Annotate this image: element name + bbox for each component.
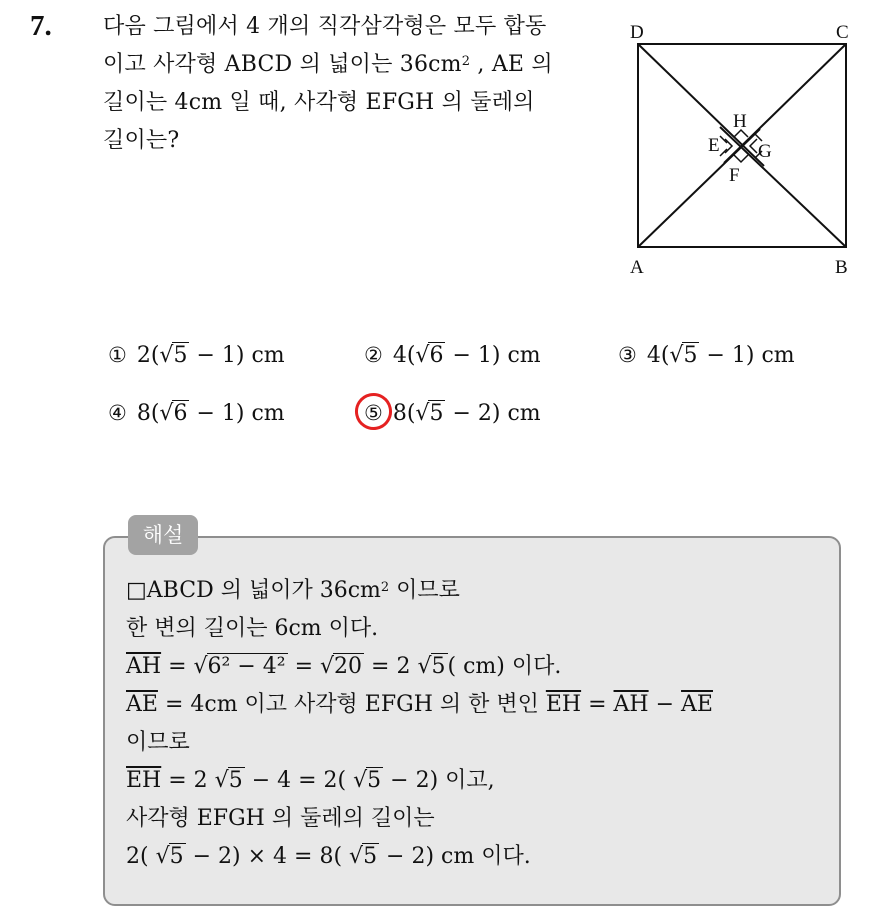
solution-line-3: [126, 648, 836, 686]
choice-text: 4(: [392, 343, 416, 368]
solution-line-1: [126, 572, 836, 610]
question-line-2: [103, 46, 603, 84]
question-line-1: 다음 그림에서 4 개의 직각삼각형은 모두 합동: [103, 14, 547, 39]
radicand: 5: [169, 844, 184, 869]
choice-text: 2(: [136, 343, 160, 368]
radicand: 5: [367, 768, 382, 793]
solution-line-5: 이므로: [126, 730, 190, 755]
question-number: 7.: [30, 10, 52, 42]
choice-row-2: [108, 401, 848, 459]
solution-text-part: −: [648, 692, 682, 717]
label-a: A: [630, 257, 644, 278]
choice-text: − 1) cm: [699, 343, 795, 368]
sqrt-symbol: √5: [417, 654, 446, 679]
question-text: [103, 8, 603, 160]
label-b: B: [835, 257, 848, 278]
choice-1[interactable]: [108, 343, 285, 368]
solution-text-part: □ABCD 의 넓이가 36cm: [126, 578, 381, 603]
choice-row-1: [108, 343, 848, 401]
radicand: 5: [363, 844, 378, 869]
solution-text-part: ( cm) 이다.: [447, 654, 562, 679]
sqrt-symbol: √5: [349, 844, 378, 869]
sqrt-symbol: √5: [214, 768, 243, 793]
segment-ah: $\overline{AH}$: [613, 692, 649, 717]
radicand: 5: [683, 343, 698, 368]
radicand: 6² − 4²: [207, 654, 286, 679]
sqrt-symbol: √5: [669, 343, 698, 368]
solution-text-part: = 4cm 이고 사각형 EFGH 의 한 변인: [157, 692, 546, 717]
segment-ah: $\overline{AH}$: [126, 654, 162, 679]
choice-number-selected: [364, 401, 383, 425]
superscript: 2: [461, 54, 471, 69]
solution-text-part: = 2: [161, 768, 215, 793]
radicand: 5: [431, 654, 446, 679]
label-e: E: [708, 135, 720, 156]
solution-text-part: − 2) 이고,: [383, 768, 495, 793]
question-line-2c: 의: [531, 52, 553, 77]
solution-text-part: 이므로: [389, 578, 460, 603]
solution-line-2: 한 변의 길이는 6cm 이다.: [126, 616, 379, 641]
choice-5[interactable]: [364, 401, 541, 426]
sqrt-symbol: √20: [320, 654, 363, 679]
segment-d: [638, 44, 764, 166]
sqrt-symbol: √5: [415, 401, 444, 426]
solution-line-8: [126, 838, 836, 876]
radicand: 6: [429, 343, 444, 368]
segment-ae: $\overline{AE}$: [681, 692, 713, 717]
choice-text: − 1) cm: [189, 401, 285, 426]
choice-4[interactable]: [108, 401, 285, 426]
segment-eh: $\overline{EH}$: [545, 692, 582, 717]
segment-eh: $\overline{EH}$: [126, 768, 162, 793]
choice-2[interactable]: [364, 343, 541, 368]
solution-text-part: =: [287, 654, 321, 679]
sqrt-symbol: √5: [155, 844, 184, 869]
choice-text: − 1) cm: [445, 343, 541, 368]
choice-number: ④: [108, 401, 127, 425]
label-g: G: [758, 141, 772, 162]
sqrt-symbol: √5: [353, 768, 382, 793]
radicand: 5: [228, 768, 243, 793]
label-h: H: [733, 111, 747, 132]
solution-text-part: = 2: [364, 654, 418, 679]
solution-tab: 해설: [128, 515, 198, 555]
choice-number: ⑤: [364, 401, 383, 425]
segment-ae: $\overline{AE}$: [126, 692, 158, 717]
choice-text: 4(: [646, 343, 670, 368]
solution-text-part: 2(: [126, 844, 156, 869]
solution-line-6: [126, 762, 836, 800]
solution-text-part: − 2) cm 이다.: [379, 844, 531, 869]
radicand: 5: [173, 343, 188, 368]
question-line-2a: 이고 사각형 ABCD 의 넓이는 36cm: [103, 52, 462, 77]
radicand: 6: [173, 401, 188, 426]
choice-3[interactable]: [618, 343, 795, 368]
solution-text: [126, 572, 836, 876]
question-line-3: 길이는 4cm 일 때, 사각형 EFGH 의 둘레의: [103, 90, 535, 115]
choice-text: − 1) cm: [189, 343, 285, 368]
question-line-2b: , AE: [470, 52, 532, 77]
label-d: D: [630, 22, 644, 43]
answer-choices: [108, 343, 848, 459]
solution-text-part: =: [581, 692, 614, 717]
choice-text: 8(: [392, 401, 416, 426]
choice-number: ①: [108, 343, 127, 367]
choice-text: − 2) cm: [445, 401, 541, 426]
label-f: F: [729, 165, 740, 186]
radicand: 5: [429, 401, 444, 426]
superscript: 2: [380, 580, 390, 595]
segment-b: [720, 127, 846, 247]
solution-text-part: =: [161, 654, 194, 679]
choice-text: 8(: [136, 401, 160, 426]
sqrt-symbol: √6: [159, 401, 188, 426]
solution-text-part: − 4 = 2(: [244, 768, 354, 793]
solution-line-7: 사각형 EFGH 의 둘레의 길이는: [126, 806, 435, 831]
choice-number: ③: [618, 343, 637, 367]
choice-number: ②: [364, 343, 383, 367]
solution-text-part: − 2) × 4 = 8(: [185, 844, 350, 869]
radicand: 20: [334, 654, 363, 679]
sqrt-symbol: √5: [159, 343, 188, 368]
label-c: C: [836, 22, 849, 43]
question-line-4: 길이는?: [103, 128, 180, 153]
solution-line-4: [126, 686, 836, 724]
sqrt-symbol: √6: [415, 343, 444, 368]
sqrt-symbol: √6² − 4²: [193, 654, 286, 679]
square-figure: [622, 16, 862, 281]
